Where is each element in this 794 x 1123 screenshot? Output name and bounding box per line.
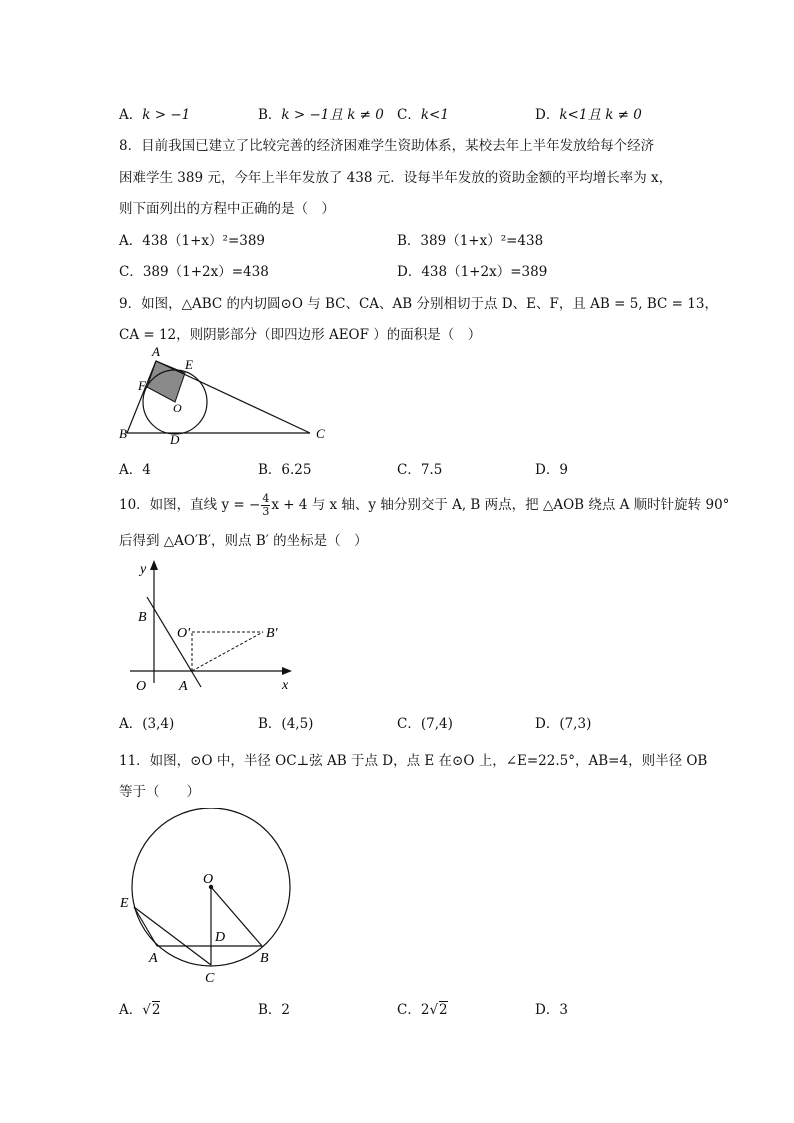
q9-option-a: A．4 <box>119 462 151 478</box>
y-axis-arrow <box>150 560 158 570</box>
q7-option-a: A．k > −1 <box>119 107 191 123</box>
segment-a-b1 <box>192 632 263 671</box>
label-a: A <box>149 951 158 966</box>
q9-option-c: C．7.5 <box>397 462 443 478</box>
q11-option-c: C．2√2 <box>397 1002 448 1018</box>
q11-option-d: D．3 <box>535 1002 568 1018</box>
q11-stem-line2: 等于（ ） <box>119 784 200 800</box>
label-y: y <box>140 562 147 577</box>
q10-option-a: A．(3,4) <box>119 716 175 732</box>
label-o-prime: O′ <box>177 626 191 641</box>
q8-option-c: C．389（1+2x）=438 <box>119 264 269 280</box>
label-c: C <box>316 426 325 441</box>
label-x: x <box>282 678 289 693</box>
q7-option-d: D．k<1且 k ≠ 0 <box>535 107 642 123</box>
q8-option-d: D．438（1+2x）=389 <box>397 264 548 280</box>
label-b-prime: B′ <box>266 626 278 641</box>
label-b: B <box>138 610 147 625</box>
q7-option-c: C．k<1 <box>397 107 449 123</box>
label-a: A <box>179 679 188 694</box>
q9-option-b: B．6.25 <box>258 462 312 478</box>
chord-ea <box>134 907 157 946</box>
q8-stem-line2: 困难学生 389 元，今年上半年发放了 438 元．设每半年发放的资助金额的平均增长率为 x， <box>119 170 673 186</box>
q8-option-b: B．389（1+x）²=438 <box>397 233 544 249</box>
q9-triangle-figure <box>115 340 335 450</box>
label-b: B <box>119 426 127 441</box>
label-e: E <box>120 896 129 911</box>
q10-stem-line1: 10．如图，直线 y = − $\frac{4}{3}$ x + 4 与 x 轴、y 轴分别交于 A, B 两点，把 △AOB 绕点 A 顺时针旋转 90° <box>119 492 730 518</box>
q10-option-c: C．(7,4) <box>397 716 453 732</box>
q10-stem-line2: 后得到 △AO′B′，则点 B′ 的坐标是（ ） <box>119 533 368 549</box>
fraction-four-thirds: $\frac{4}{3}$ <box>262 492 270 518</box>
label-f: F <box>138 378 146 393</box>
q8-option-a: A．438（1+x）²=389 <box>119 233 266 249</box>
q8-stem-line3: 则下面列出的方程中正确的是（ ） <box>119 201 335 217</box>
q9-option-d: D．9 <box>535 462 568 478</box>
q9-stem-line2: CA = 12，则阴影部分（即四边形 AEOF ）的面积是（ ） <box>119 327 482 343</box>
label-a: A <box>152 344 160 359</box>
q11-circle-figure <box>112 808 302 988</box>
shaded-quadrilateral-aeof <box>147 361 185 402</box>
x-axis-arrow <box>282 667 292 675</box>
label-o: O <box>173 401 182 415</box>
label-o: O <box>136 679 147 694</box>
label-o: O <box>203 872 214 887</box>
q10-option-b: B．(4,5) <box>258 716 314 732</box>
q10-coordinate-figure <box>125 555 305 695</box>
q11-option-a: A．√2 <box>119 1002 161 1018</box>
line-ab <box>147 597 201 687</box>
label-c: C <box>205 971 215 986</box>
label-d: D <box>215 930 226 945</box>
q11-option-b: B．2 <box>258 1002 291 1018</box>
q10-option-d: D．(7,3) <box>535 716 592 732</box>
q7-option-b: B．k > −1且 k ≠ 0 <box>258 107 384 123</box>
label-e: E <box>185 357 193 372</box>
label-b: B <box>260 951 269 966</box>
q9-stem-line1: 9．如图，△ABC 的内切圆⊙O 与 BC、CA、AB 分别相切于点 D、E、F，且 AB = 5, BC = 13， <box>119 296 718 312</box>
label-d: D <box>170 432 180 447</box>
q11-stem-line1: 11．如图，⊙O 中，半径 OC⊥弦 AB 于点 D，点 E 在⊙O 上，∠E=22.5°，AB=4，则半径 OB <box>119 753 708 769</box>
q8-stem-line1: 8．目前我国已建立了比较完善的经济困难学生资助体系，某校去年上半年发放给每个经济 <box>119 138 655 154</box>
